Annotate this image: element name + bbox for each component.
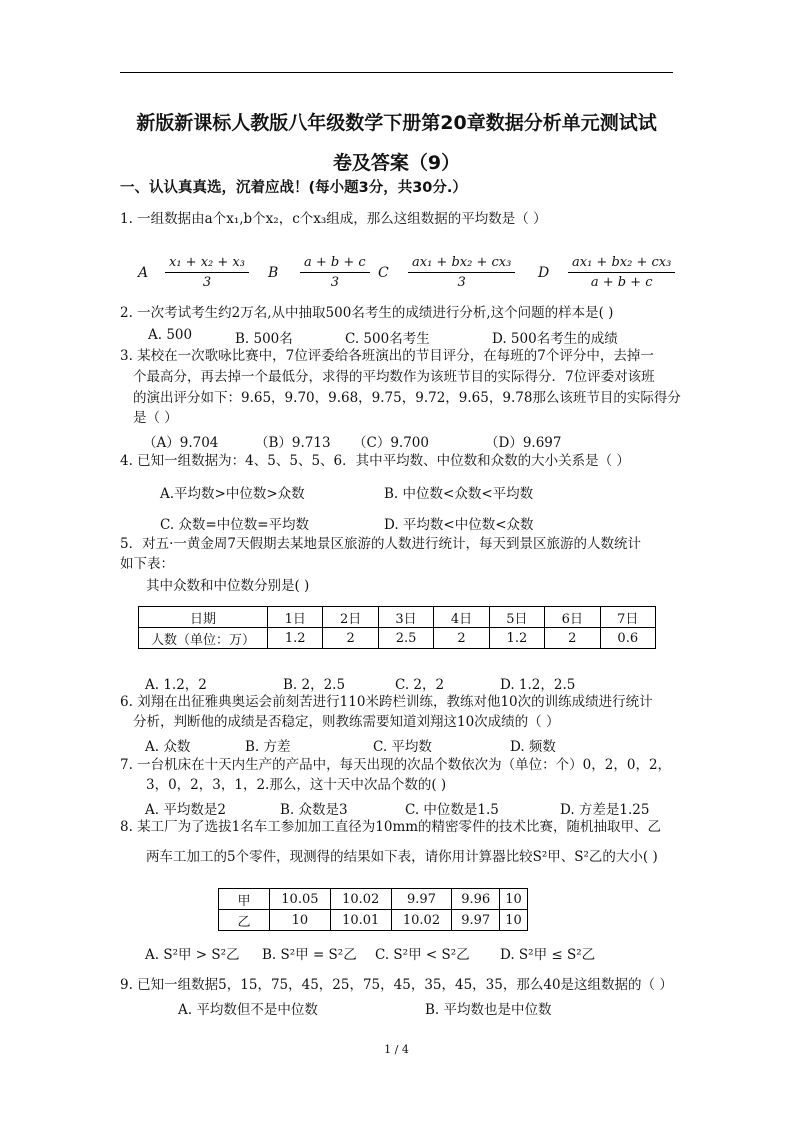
q1-d-denominator: a + b + c bbox=[590, 275, 653, 290]
question-5-line3: 其中众数和中位数分别是( ) bbox=[146, 578, 310, 594]
q3-option-b: （B）9.713 bbox=[255, 435, 331, 451]
header-rule bbox=[120, 72, 673, 73]
table-cell: 2 bbox=[434, 628, 489, 649]
table-header-cell: 4日 bbox=[434, 607, 489, 628]
q1-a-denominator: 3 bbox=[202, 275, 212, 290]
q1-option-b-letter: B bbox=[268, 265, 279, 281]
q5-option-a: A. 1.2，2 bbox=[145, 677, 207, 693]
table-cell: 人数（单位：万） bbox=[139, 628, 268, 649]
q8-option-a: A. S²甲 > S²乙 bbox=[145, 947, 240, 963]
table-cell: 1.2 bbox=[268, 628, 323, 649]
q3-option-c: （C）9.700 bbox=[353, 435, 429, 451]
q4-option-b: B. 中位数<众数<平均数 bbox=[384, 486, 534, 502]
q7-option-c: C. 中位数是1.5 bbox=[405, 802, 499, 818]
table-header-cell: 5日 bbox=[489, 607, 544, 628]
q8-option-d: D. S²甲 ≤ S²乙 bbox=[500, 947, 596, 963]
q5-option-b: B. 2，2.5 bbox=[283, 677, 346, 693]
table-cell: 10.05 bbox=[270, 889, 331, 910]
table-cell: 2 bbox=[323, 628, 378, 649]
question-3-line2: 个最高分，再去掉一个最低分，求得的平均数作为该班节目的实际得分．7位评委对该班 bbox=[133, 369, 655, 385]
table-cell: 2 bbox=[545, 628, 600, 649]
table-cell: 10 bbox=[270, 910, 331, 931]
q3-option-a: （A）9.704 bbox=[143, 435, 219, 451]
table-cell: 9.97 bbox=[452, 910, 500, 931]
table-cell: 10.02 bbox=[330, 889, 391, 910]
question-3-line3: 的演出评分如下：9.65，9.70，9.68，9.75，9.72，9.65，9.78那么该班节目的实际得分 bbox=[133, 390, 681, 406]
q4-option-a: A.平均数>中位数>众数 bbox=[160, 486, 305, 502]
page-title-line1: 新版新课标人教版八年级数学下册第20章数据分析单元测试试 bbox=[136, 112, 657, 134]
q1-c-numerator: ax₁ + bx₂ + cx₃ bbox=[408, 255, 515, 273]
table-header-cell: 2日 bbox=[323, 607, 378, 628]
q8-parts-table bbox=[218, 888, 528, 931]
q4-option-d: D. 平均数<中位数<众数 bbox=[384, 517, 534, 533]
q1-option-b-fraction bbox=[300, 255, 370, 290]
table-header-cell: 1日 bbox=[268, 607, 323, 628]
q2-option-b: B. 500名 bbox=[235, 331, 293, 347]
table-cell: 9.96 bbox=[452, 889, 500, 910]
q7-option-a: A. 平均数是2 bbox=[145, 802, 226, 818]
q1-d-numerator: ax₁ + bx₂ + cx₃ bbox=[568, 255, 675, 273]
question-8-line2: 两车工加工的5个零件，现测得的结果如下表，请你用计算器比较S²甲、S²乙的大小( ) bbox=[146, 849, 658, 865]
q7-option-b: B. 众数是3 bbox=[280, 802, 348, 818]
question-8-line1: 8. 某工厂为了选拔1名车工参加加工直径为10mm的精密零件的技术比赛，随机抽取甲、乙 bbox=[120, 819, 662, 835]
question-3-line1: 3. 某校在一次歌咏比赛中，7位评委给各班演出的节目评分，在每班的7个评分中，去掉一 bbox=[120, 348, 654, 364]
q7-option-d: D. 方差是1.25 bbox=[560, 802, 650, 818]
q6-option-a: A. 众数 bbox=[145, 739, 191, 755]
table-header-cell: 7日 bbox=[600, 607, 655, 628]
question-9-stem: 9. 已知一组数据5，15，75，45，25，75，45，35，45，35，那么40是这组数据的（ ） bbox=[120, 977, 673, 993]
table-cell: 0.6 bbox=[600, 628, 655, 649]
q1-b-denominator: 3 bbox=[330, 275, 339, 290]
table-cell: 10 bbox=[500, 889, 528, 910]
table-row bbox=[219, 889, 528, 910]
table-cell: 10.02 bbox=[391, 910, 452, 931]
q5-visitor-table bbox=[138, 606, 656, 649]
question-6-line2: 分析，判断他的成绩是否稳定，则教练需要知道刘翔这10次成绩的（ ） bbox=[133, 714, 560, 730]
q1-option-d-fraction bbox=[568, 255, 675, 290]
question-7-line1: 7. 一台机床在十天内生产的产品中，每天出现的次品个数依次为（单位：个）0，2，0，2， bbox=[120, 757, 672, 773]
q3-option-d: （D）9.697 bbox=[485, 435, 562, 451]
q1-option-c-letter: C bbox=[378, 265, 389, 281]
table-row bbox=[219, 910, 528, 931]
table-cell: 2.5 bbox=[378, 628, 433, 649]
q2-option-c: C. 500名考生 bbox=[345, 331, 430, 347]
question-1-stem: 1. 一组数据由a个x₁,b个x₂，c个x₃组成，那么这组数据的平均数是（ ） bbox=[120, 211, 547, 227]
q9-option-a: A. 平均数但不是中位数 bbox=[178, 1002, 318, 1018]
page-title-line2: 卷及答案（9） bbox=[332, 152, 461, 174]
question-7-line2: 3，0，2，3，1，2.那么，这十天中次品个数的( ) bbox=[146, 777, 447, 793]
section-heading: 一、认认真真选，沉着应战！(每小题3分，共30分.） bbox=[120, 180, 467, 196]
question-6-line1: 6. 刘翔在出征雅典奥运会前刻苦进行110米跨栏训练，教练对他10次的训练成绩进行统计 bbox=[120, 694, 653, 710]
q8-option-c: C. S²甲 < S²乙 bbox=[375, 947, 470, 963]
q1-a-numerator: x₁ + x₂ + x₃ bbox=[165, 255, 249, 273]
table-row bbox=[139, 628, 656, 649]
table-cell: 甲 bbox=[219, 889, 270, 910]
table-cell: 乙 bbox=[219, 910, 270, 931]
q9-option-b: B. 平均数也是中位数 bbox=[425, 1002, 552, 1018]
question-4-stem: 4. 已知一组数据为：4、5、5、5、6．其中平均数、中位数和众数的大小关系是（ ） bbox=[120, 453, 630, 469]
table-cell: 10 bbox=[500, 910, 528, 931]
q2-option-a: A. 500 bbox=[148, 327, 193, 343]
q1-option-a-fraction bbox=[165, 255, 249, 290]
question-3-line4: 是（ ） bbox=[133, 410, 178, 426]
q2-option-d: D. 500名考生的成绩 bbox=[492, 331, 618, 347]
question-5-line2: 如下表： bbox=[120, 556, 174, 572]
page-number: 1 / 4 bbox=[384, 1043, 409, 1056]
q6-option-c: C. 平均数 bbox=[373, 739, 432, 755]
q4-option-c: C. 众数=中位数=平均数 bbox=[160, 517, 310, 533]
table-cell: 1.2 bbox=[489, 628, 544, 649]
table-header-cell: 6日 bbox=[545, 607, 600, 628]
q5-option-c: C. 2，2 bbox=[395, 677, 445, 693]
q1-b-numerator: a + b + c bbox=[300, 255, 370, 273]
q1-c-denominator: 3 bbox=[457, 275, 466, 290]
table-cell: 9.97 bbox=[391, 889, 452, 910]
q1-option-d-letter: D bbox=[538, 265, 550, 281]
q6-option-b: B. 方差 bbox=[245, 739, 291, 755]
question-5-line1: 5．对五·一黄金周7天假期去某地景区旅游的人数进行统计，每天到景区旅游的人数统计 bbox=[120, 536, 641, 552]
q1-option-c-fraction bbox=[408, 255, 515, 290]
table-header-cell: 日期 bbox=[139, 607, 268, 628]
q1-option-a-letter: A bbox=[138, 265, 149, 281]
q8-option-b: B. S²甲 = S²乙 bbox=[262, 947, 357, 963]
q5-option-d: D. 1.2，2.5 bbox=[500, 677, 576, 693]
table-row bbox=[139, 607, 656, 628]
q6-option-d: D. 频数 bbox=[510, 739, 556, 755]
question-2-stem: 2. 一次考试考生约2万名,从中抽取500名考生的成绩进行分析,这个问题的样本是( ) bbox=[120, 305, 614, 321]
table-cell: 10.01 bbox=[330, 910, 391, 931]
table-header-cell: 3日 bbox=[378, 607, 433, 628]
